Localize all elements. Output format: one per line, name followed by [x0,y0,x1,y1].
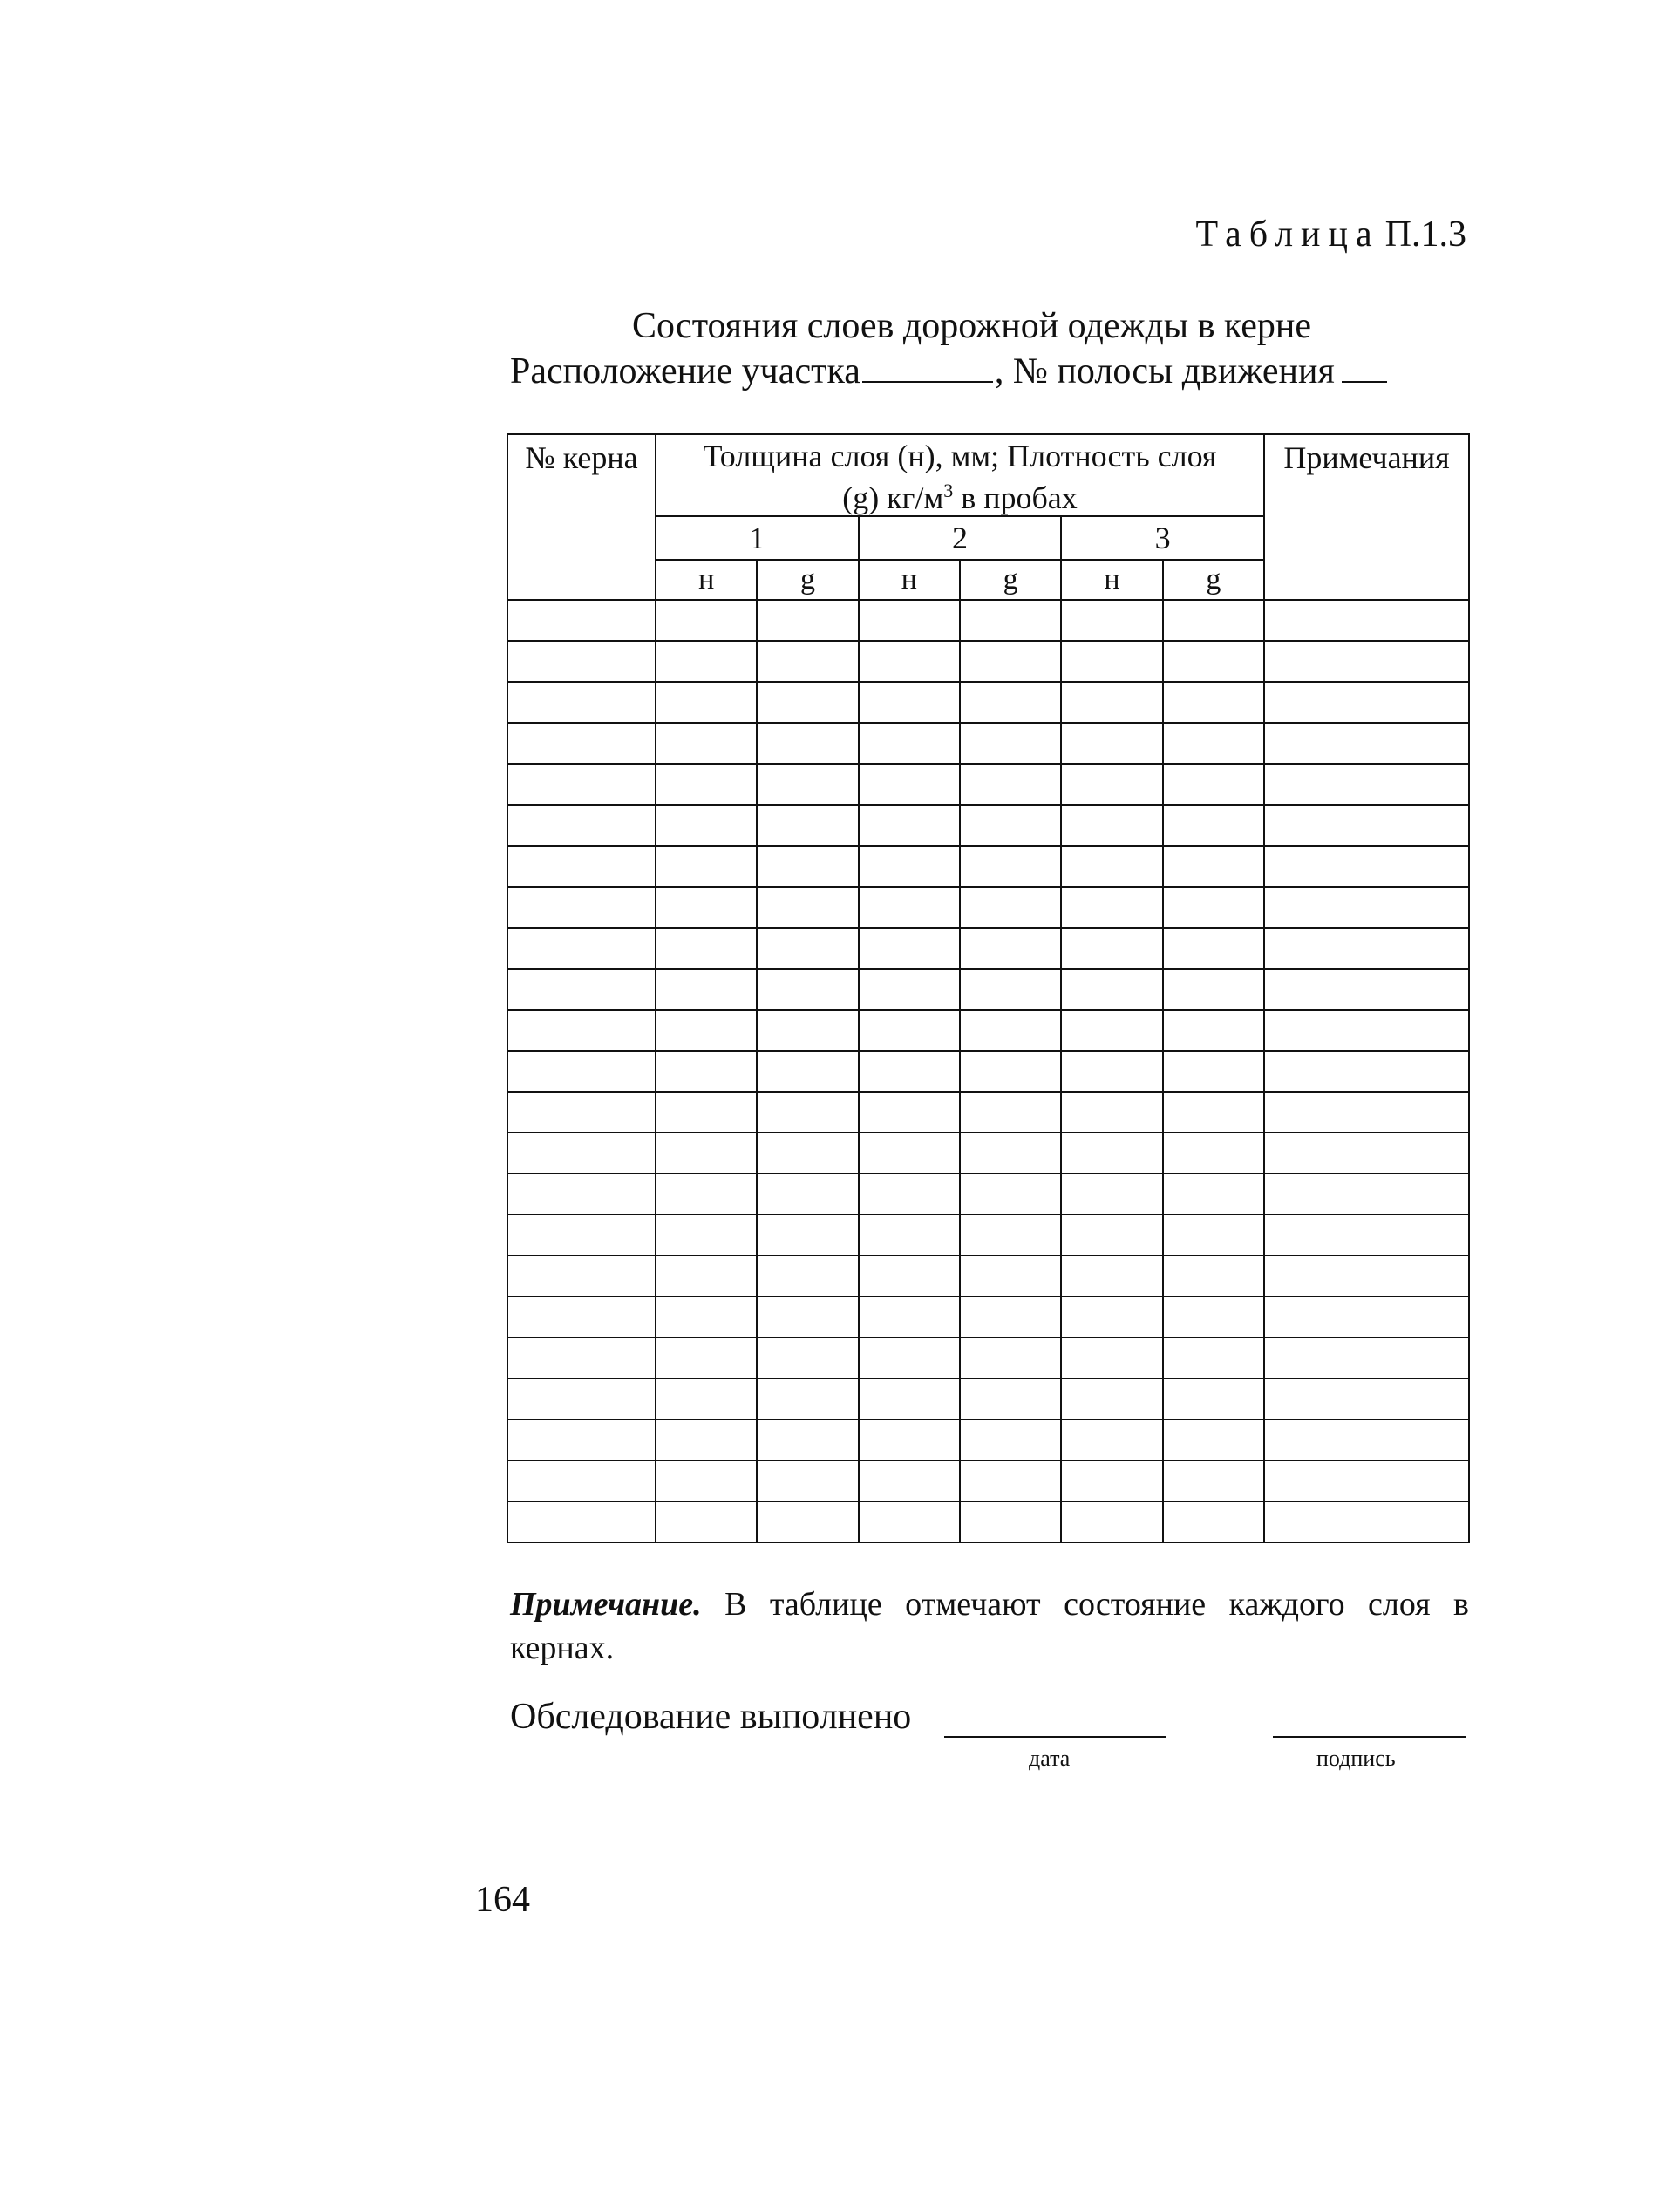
table-cell [859,969,960,1010]
table-cell [1061,1379,1162,1419]
table-cell [1163,1338,1264,1379]
table-cell [960,887,1061,928]
table-cell [656,928,757,969]
table-cell [656,846,757,887]
table-cell [1163,928,1264,969]
table-cell [1163,682,1264,723]
table-cell [1264,1419,1469,1460]
table-cell [507,887,656,928]
table-cell [1061,1501,1162,1542]
table-cell [507,1379,656,1419]
table-cell [656,1501,757,1542]
table-cell [1264,641,1469,682]
table-row [507,1174,1469,1215]
table-cell [960,928,1061,969]
table-cell [1163,1419,1264,1460]
table-cell [656,1092,757,1133]
table-cell [507,1092,656,1133]
table-cell [656,1379,757,1419]
table-cell [1061,887,1162,928]
table-cell [1163,1051,1264,1092]
table-cell [960,682,1061,723]
table-cell [757,1297,858,1338]
table-row [507,1133,1469,1174]
table-cell [859,1010,960,1051]
table-cell [1061,764,1162,805]
table-row [507,1419,1469,1460]
table-cell [507,682,656,723]
table-cell [859,1501,960,1542]
table-cell [656,1051,757,1092]
table-cell [1163,1379,1264,1419]
lane-label: , № полосы движения [994,351,1335,391]
header-core-number: № керна [507,434,656,600]
table-cell [859,1379,960,1419]
table-cell [1061,641,1162,682]
header-sub-h: н [859,560,960,600]
table-cell [859,641,960,682]
header-sub-h: н [1061,560,1162,600]
table-cell [1061,600,1162,641]
table-cell [757,928,858,969]
table-cell [757,1460,858,1501]
table-cell [1163,1297,1264,1338]
table-row [507,1460,1469,1501]
table-cell [757,805,858,846]
table-row [507,969,1469,1010]
table-cell [656,1010,757,1051]
table-row [507,1010,1469,1051]
table-cell [960,1501,1061,1542]
table-cell [656,723,757,764]
table-cell [1264,1297,1469,1338]
table-cell [859,928,960,969]
table-cell [1061,1010,1162,1051]
table-cell [1264,1051,1469,1092]
table-cell [859,723,960,764]
table-cell [757,723,858,764]
table-cell [859,1215,960,1256]
table-row [507,723,1469,764]
table-cell [1163,1460,1264,1501]
table-row [507,928,1469,969]
table-row [507,805,1469,846]
table-cell [1061,846,1162,887]
table-cell [507,1174,656,1215]
table-cell [1264,805,1469,846]
table-cell [1061,1133,1162,1174]
table-cell [507,1256,656,1297]
table-cell [1061,1256,1162,1297]
table-cell [757,1256,858,1297]
table-cell [507,846,656,887]
table-cell [1264,1092,1469,1133]
table-cell [507,805,656,846]
table-cell [960,1460,1061,1501]
table-cell [1264,846,1469,887]
table-row [507,887,1469,928]
table-cell [1163,846,1264,887]
date-line [944,1736,1166,1738]
table-cell [757,764,858,805]
signature-line [1273,1736,1466,1738]
table-number: П.1.3 [1384,214,1466,255]
table-cell [1061,682,1162,723]
table-cell [1061,1092,1162,1133]
table-cell [1163,1092,1264,1133]
table-row [507,1256,1469,1297]
table-row [507,1501,1469,1542]
table-cell [859,805,960,846]
table-cell [507,1051,656,1092]
table-cell [1264,1215,1469,1256]
table-cell [960,1297,1061,1338]
table-cell [960,805,1061,846]
table-cell [1163,887,1264,928]
table-cell [757,887,858,928]
table-cell [1264,1501,1469,1542]
table-cell [1264,764,1469,805]
table-row [507,1215,1469,1256]
table-cell [656,805,757,846]
table-cell [656,1419,757,1460]
location-label: Расположение участка [510,351,860,391]
table-row [507,1379,1469,1419]
table-cell [1264,1256,1469,1297]
table-cell [1264,969,1469,1010]
location-blank [862,355,993,383]
table-cell [507,928,656,969]
header-sub-g: g [1163,560,1264,600]
table-cell [960,723,1061,764]
table-cell [757,1092,858,1133]
table-cell [656,1174,757,1215]
table-cell [507,1010,656,1051]
table-cell [859,600,960,641]
table-cell [656,600,757,641]
table-cell [960,1010,1061,1051]
table-cell [1163,1174,1264,1215]
table-cell [507,1460,656,1501]
table-cell [507,1215,656,1256]
core-table [507,433,1470,1543]
table-cell [1061,1174,1162,1215]
table-cell [1264,682,1469,723]
table-cell [1061,1297,1162,1338]
table-row [507,682,1469,723]
table-cell [859,846,960,887]
table-cell [859,1460,960,1501]
lane-blank [1342,355,1387,383]
table-cell [1163,600,1264,641]
date-caption: дата [1029,1746,1071,1771]
subtitle [510,351,1387,392]
table-cell [757,1010,858,1051]
table-cell [656,1215,757,1256]
table-cell [960,1379,1061,1419]
table-cell [1061,723,1162,764]
table-cell [859,1338,960,1379]
table-cell [757,1379,858,1419]
table-cell [960,641,1061,682]
table-cell [960,1092,1061,1133]
table-cell [507,969,656,1010]
table-cell [757,1133,858,1174]
table-cell [507,1133,656,1174]
table-cell [757,846,858,887]
table-row [507,600,1469,641]
note-text: В таблице отмечают состояние каждого слоя в кернах. [510,1586,1469,1666]
signature-caption: подпись [1316,1746,1396,1771]
table-cell [859,764,960,805]
table-cell [757,1419,858,1460]
table-cell [859,1256,960,1297]
header-probe-2: 2 [859,516,1062,560]
table-label [1196,214,1466,255]
table-note [510,1583,1469,1670]
header-sub-g: g [757,560,858,600]
header-measure-line2-pre: (g) кг/м [842,480,944,515]
table-cell [1061,1051,1162,1092]
table-cell [960,1051,1061,1092]
table-cell [507,1297,656,1338]
table-cell [1061,1338,1162,1379]
table-cell [1163,969,1264,1010]
table-cell [656,1460,757,1501]
table-cell [859,1092,960,1133]
table-cell [1264,1010,1469,1051]
table-cell [1163,1133,1264,1174]
table-cell [960,1338,1061,1379]
table-cell [960,600,1061,641]
table-cell [757,682,858,723]
table-cell [1061,969,1162,1010]
table-cell [757,1174,858,1215]
table-cell [859,887,960,928]
header-sub-g: g [960,560,1061,600]
table-cell [656,969,757,1010]
table-cell [1264,887,1469,928]
table-cell [757,1051,858,1092]
table-cell [656,1256,757,1297]
table-cell [1163,1215,1264,1256]
table-cell [1163,805,1264,846]
table-cell [656,764,757,805]
table-cell [656,1133,757,1174]
table-cell [757,1338,858,1379]
header-measure-line2-post: в пробах [953,480,1078,515]
table-cell [1264,928,1469,969]
table-cell [960,846,1061,887]
table-cell [507,723,656,764]
table-row [507,641,1469,682]
table-cell [1264,1133,1469,1174]
table-word: Таблица [1195,214,1380,255]
table-cell [757,1501,858,1542]
header-measure-sup: 3 [943,480,954,501]
table-row [507,1297,1469,1338]
table-body [507,600,1469,1542]
table-cell [1264,1338,1469,1379]
table-cell [1163,1010,1264,1051]
table-cell [1163,641,1264,682]
table-row [507,1338,1469,1379]
table-cell [960,1256,1061,1297]
table-cell [507,1338,656,1379]
table-cell [656,1297,757,1338]
table-cell [507,641,656,682]
table-cell [757,969,858,1010]
page-title: Состояния слоев дорожной одежды в керне [632,306,1312,346]
table-cell [656,641,757,682]
table-cell [960,969,1061,1010]
table-cell [960,1215,1061,1256]
header-sub-h: н [656,560,757,600]
table-cell [1264,1379,1469,1419]
header-probe-1: 1 [656,516,859,560]
table-cell [757,1215,858,1256]
table-cell [1163,723,1264,764]
header-thickness-density [656,434,1264,516]
table-cell [1264,1174,1469,1215]
page-number: 164 [475,1880,530,1920]
table-cell [960,764,1061,805]
table-cell [859,1419,960,1460]
header-measure-line1: Толщина слоя (н), мм; Плотность слоя [703,439,1217,473]
table-cell [859,1174,960,1215]
table-cell [1264,1460,1469,1501]
table-cell [859,1133,960,1174]
table-cell [960,1419,1061,1460]
table-cell [1061,1215,1162,1256]
table-row [507,846,1469,887]
table-cell [1061,928,1162,969]
table-cell [757,600,858,641]
table-cell [656,1338,757,1379]
table-row [507,764,1469,805]
note-label: Примечание. [510,1586,702,1623]
table-cell [1061,805,1162,846]
table-cell [1163,1501,1264,1542]
table-cell [859,1297,960,1338]
table-cell [1264,723,1469,764]
table-cell [757,641,858,682]
table-cell [960,1133,1061,1174]
header-probe-3: 3 [1061,516,1264,560]
table-cell [1264,600,1469,641]
table-cell [859,682,960,723]
table-cell [656,887,757,928]
table-cell [507,600,656,641]
table-cell [507,764,656,805]
table-cell [1163,764,1264,805]
table-cell [1061,1460,1162,1501]
table-row [507,1092,1469,1133]
table-cell [1163,1256,1264,1297]
table-cell [1061,1419,1162,1460]
table-cell [507,1501,656,1542]
table-cell [960,1174,1061,1215]
table-row [507,1051,1469,1092]
table-cell [656,682,757,723]
header-notes: Примечания [1264,434,1469,600]
table-cell [507,1419,656,1460]
table-cell [859,1051,960,1092]
survey-label: Обследование выполнено [510,1697,912,1737]
